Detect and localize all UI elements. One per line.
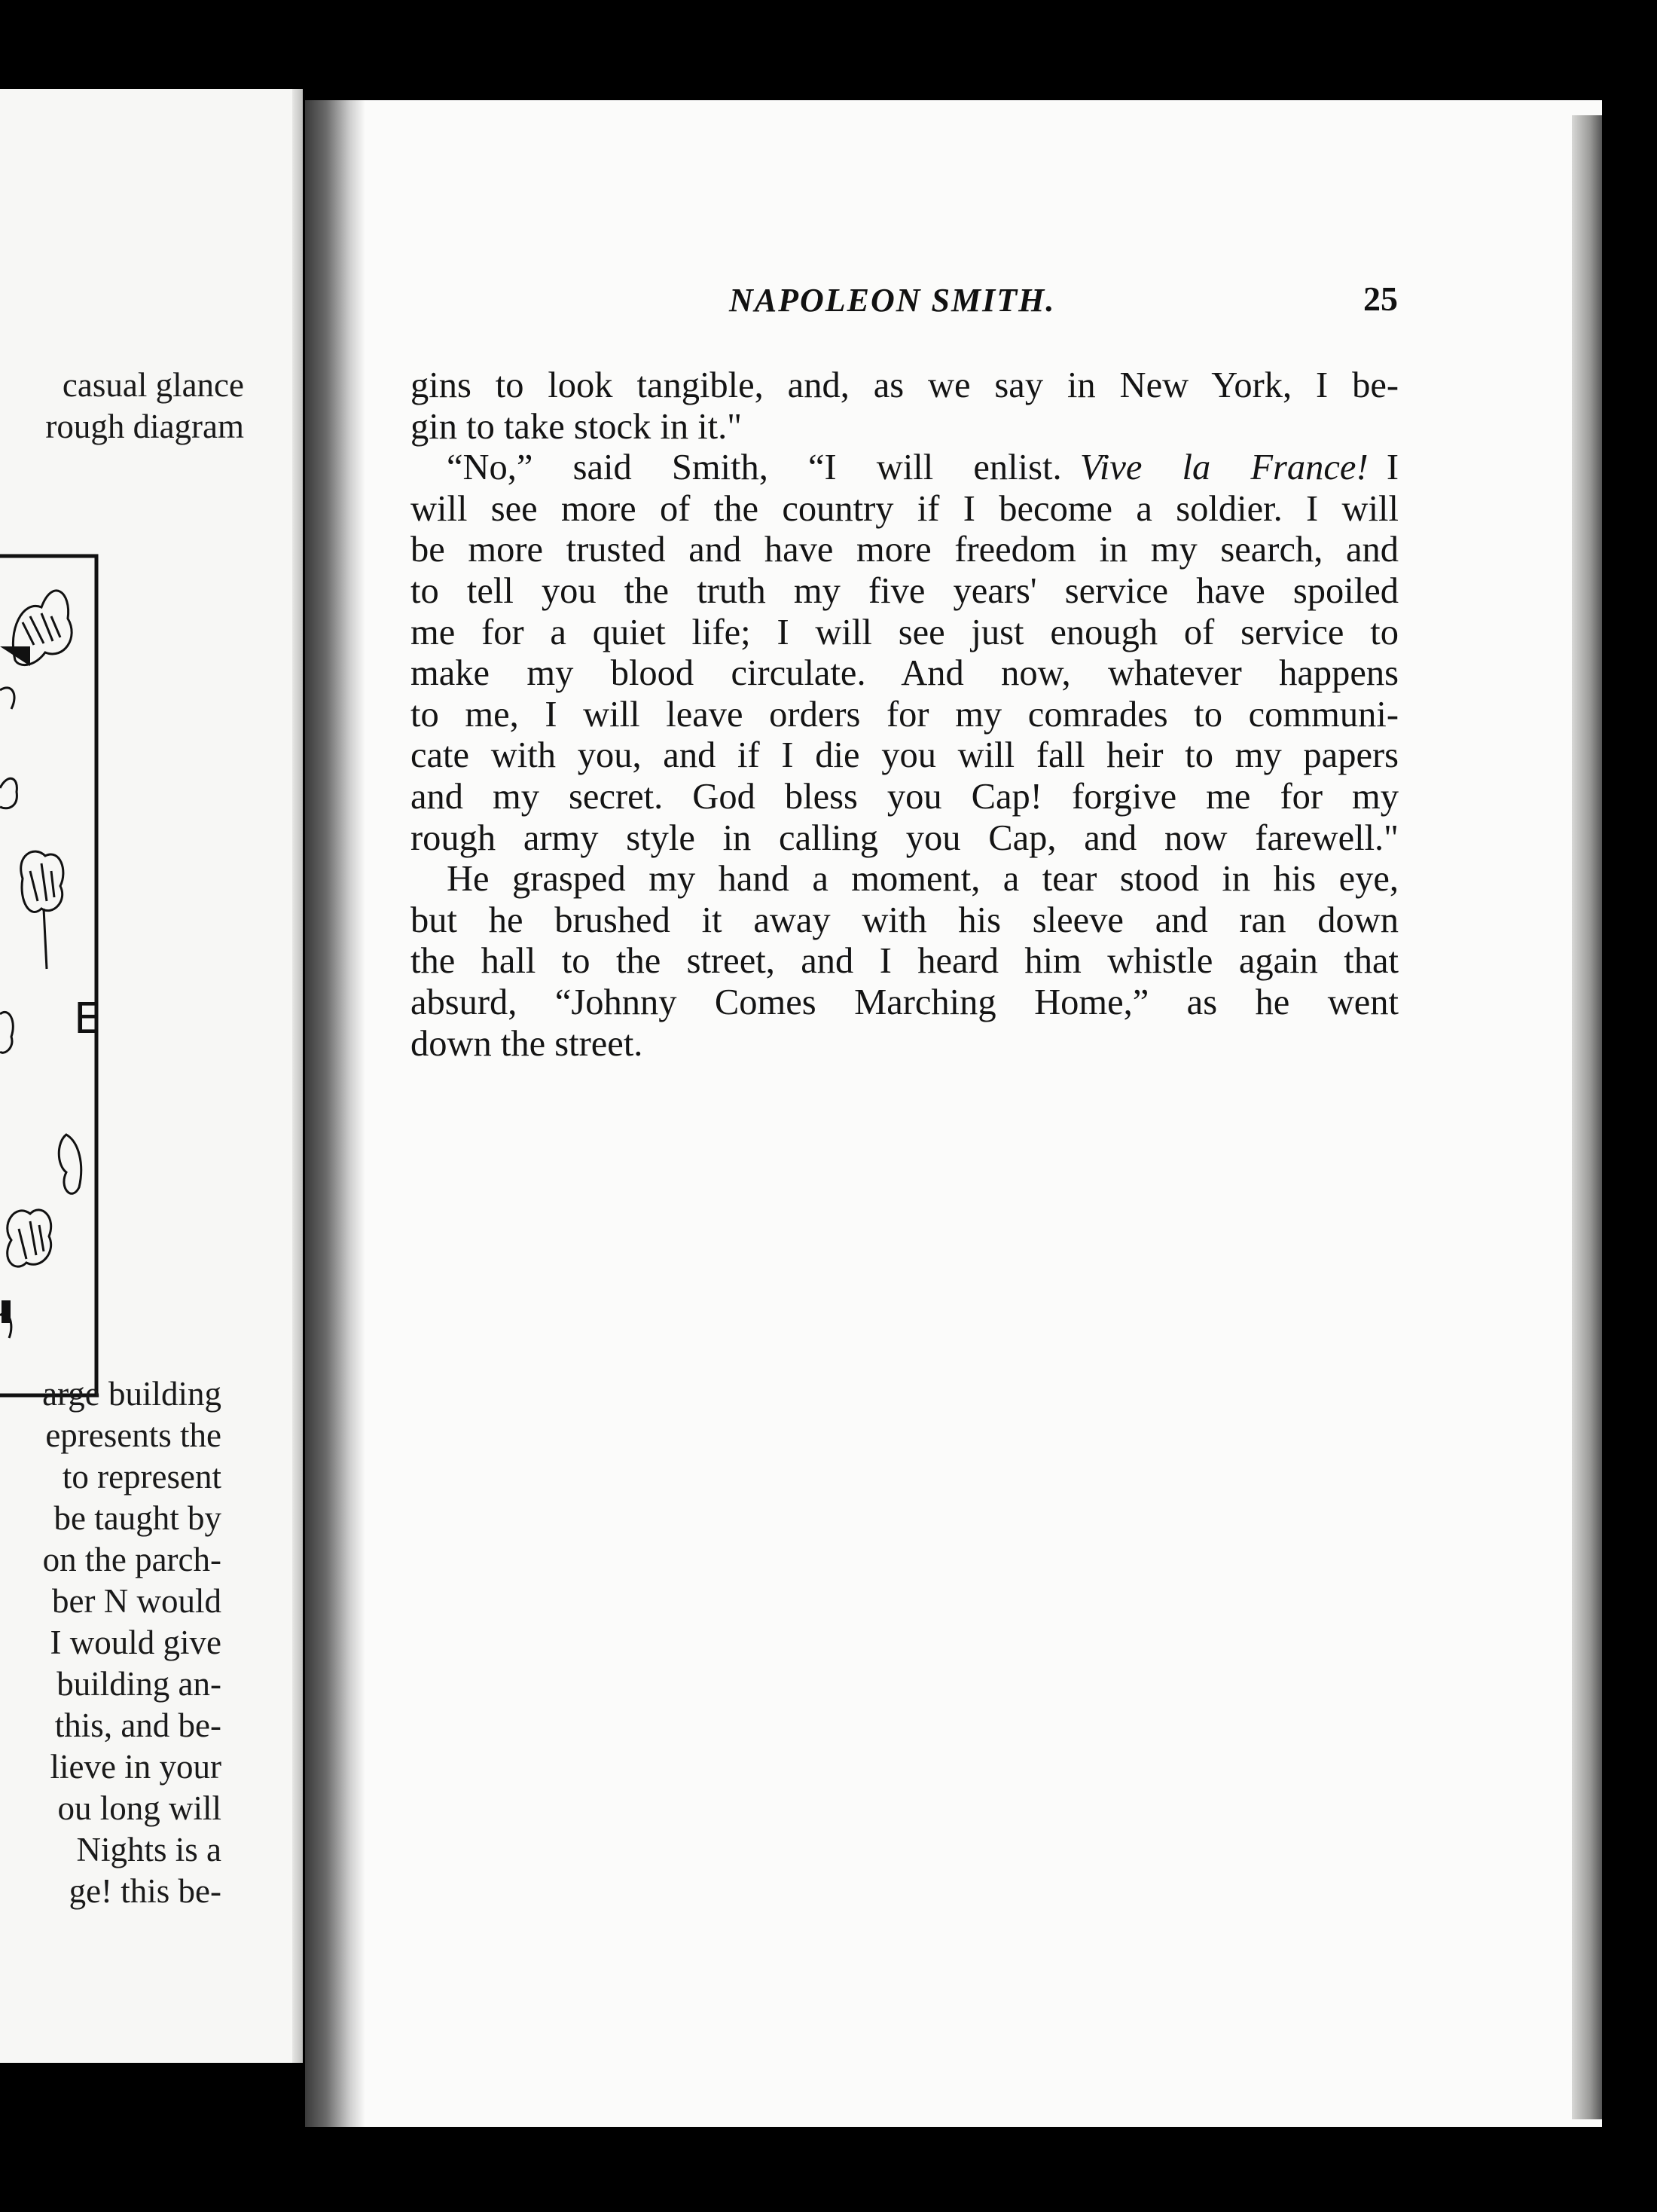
left-line: I would give (50, 1624, 221, 1661)
text-line: down the street. (410, 1023, 643, 1064)
left-line: Nights is a (76, 1831, 221, 1868)
running-head: NAPOLEON SMITH. (729, 282, 1056, 319)
left-line: casual glance (62, 366, 244, 404)
left-line: rough diagram (45, 408, 244, 445)
left-line: epresents the (45, 1416, 221, 1454)
text-line: make my blood circulate. And now, whatever happens (410, 653, 1399, 694)
text-line: to me, I will leave orders for my comrades to communi- (410, 694, 1399, 735)
left-facing-page (0, 89, 303, 2063)
rough-diagram (0, 547, 105, 1398)
text-line: to tell you the truth my five years' service have spoiled (410, 570, 1399, 611)
diagram-letter: E (74, 994, 101, 1043)
left-line: lieve in your (50, 1748, 221, 1786)
text-line: He grasped my hand a moment, a tear stood in his eye, (447, 859, 1399, 900)
left-page-top-text (45, 365, 244, 448)
text-line: cate with you, and if I die you will fall heir to my papers (410, 735, 1399, 776)
text-line: will see more of the country if I become a soldier. I will (410, 488, 1399, 529)
italic-phrase: Vive la France! (1079, 448, 1369, 488)
text-line: the hall to the street, and I heard him whistle again that (410, 941, 1399, 982)
text-line: be more trusted and have more freedom in my search, and (410, 530, 1399, 570)
text-line (410, 448, 1399, 489)
left-line: be taught by (53, 1499, 221, 1537)
left-line: this, and be- (54, 1706, 221, 1744)
page-edge (1572, 115, 1602, 2119)
text-line: me for a quiet life; I will see just enough of service to (410, 612, 1399, 652)
text-line: rough army style in calling you Cap, and now farewell." (410, 817, 1399, 858)
text-line: gins to look tangible, and, as we say in New York, I be- (410, 365, 1399, 405)
left-line: building an- (56, 1665, 221, 1703)
text-segment: “No,” said Smith, “I will enlist. (447, 448, 1062, 488)
left-line: arge building (42, 1375, 221, 1413)
body-text (410, 365, 1399, 1065)
left-line: ou long will (57, 1789, 221, 1827)
text-line: and my secret. God bless you Cap! forgive me for my (410, 776, 1399, 817)
left-line: ber N would (52, 1582, 221, 1620)
right-page (305, 100, 1602, 2127)
left-line: ge! this be- (69, 1872, 221, 1910)
text-line: but he brushed it away with his sleeve and ran down (410, 900, 1399, 940)
text-line: gin to take stock in it." (410, 406, 743, 447)
left-line: to represent (62, 1458, 221, 1496)
text-line: absurd, “Johnny Comes Marching Home,” as he went (410, 982, 1399, 1022)
page-number: 25 (1363, 280, 1398, 318)
left-page-gutter (292, 89, 303, 2063)
spine-shadow (305, 100, 365, 2127)
text-segment: I (1386, 448, 1399, 488)
left-line: on the parch- (42, 1541, 221, 1578)
left-page-bottom-text (42, 1373, 221, 1912)
